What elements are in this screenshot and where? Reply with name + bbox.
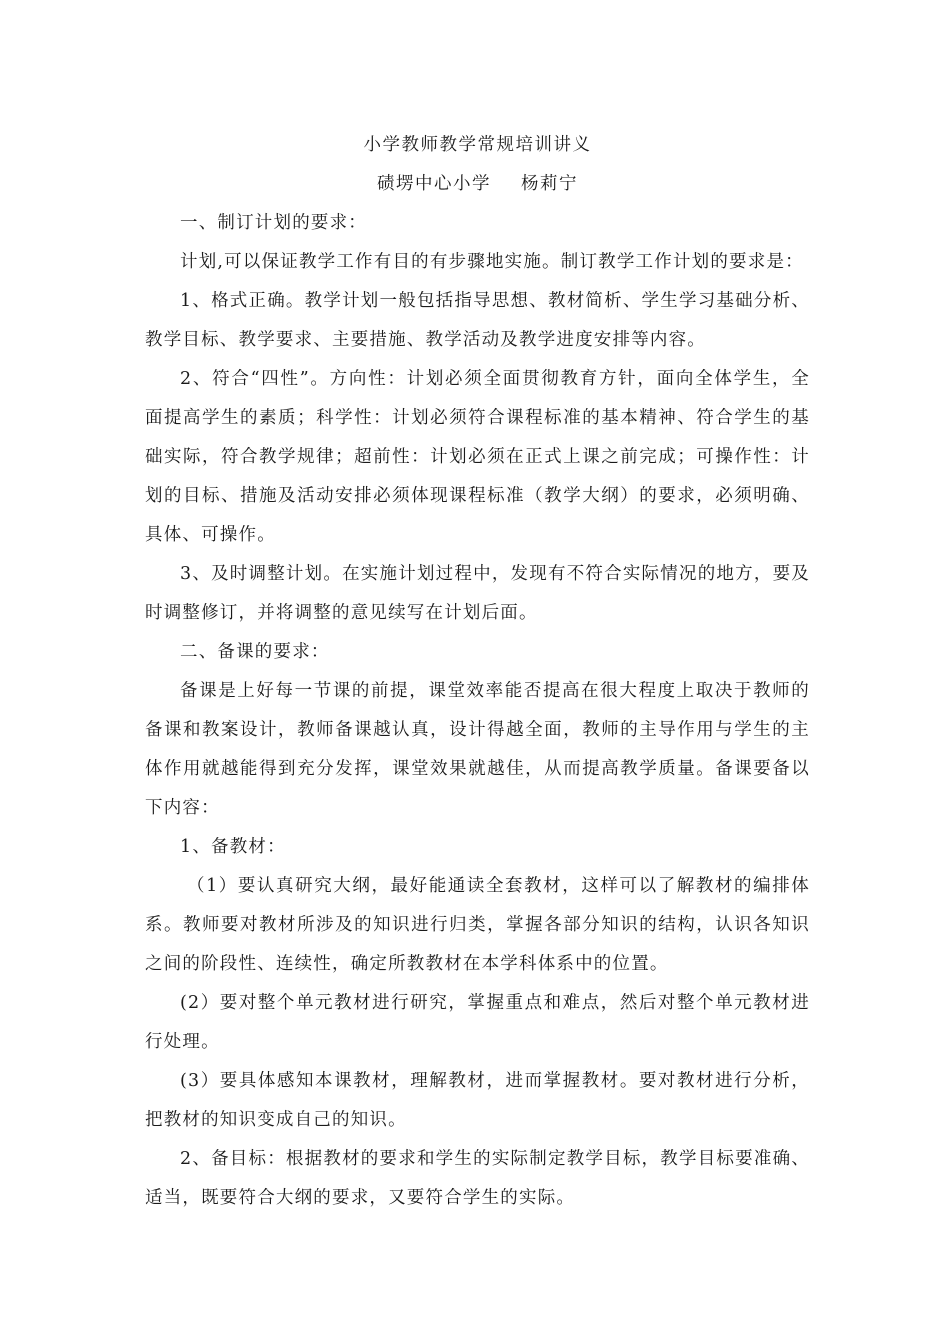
paragraph: 计划,可以保证教学工作有目的有步骤地实施。制订教学工作计划的要求是： bbox=[180, 252, 804, 272]
paragraph: (3）要具体感知本课教材，理解教材，进而掌握教材。要对教材进行分析，把教材的知识变成自己的知识。 bbox=[145, 1071, 810, 1130]
document-page bbox=[145, 128, 810, 1218]
author-name: 杨莉宁 bbox=[521, 174, 578, 194]
byline bbox=[145, 167, 810, 201]
paragraph: 2、备目标：根据教材的要求和学生的实际制定教学目标，教学目标要准确、适当，既要符合大纲的要求，又要符合学生的实际。 bbox=[145, 1149, 810, 1208]
document-title: 小学教师教学常规培训讲义 bbox=[363, 135, 592, 155]
paragraph: 2、符合“四性”。方向性：计划必须全面贯彻教育方针，面向全体学生，全面提高学生的素质；科学性：计划必须符合课程标准的基本精神、符合学生的基础实际，符合教学规律；超前性：计划必须在正式上课之前完成；可操作性：计划的目标、措施及活动安排必须体现课程标准（教学大纲）的要求，必须明确、具体、可操作。 bbox=[145, 369, 810, 545]
paragraph: 1、格式正确。教学计划一般包括指导思想、教材简析、学生学习基础分析、教学目标、教学要求、主要措施、教学活动及教学进度安排等内容。 bbox=[145, 291, 810, 350]
school-name: 碛塄中心小学 bbox=[377, 174, 491, 194]
paragraph: 备课是上好每一节课的前提，课堂效率能否提高在很大程度上取决于教师的备课和教案设计，教师备课越认真，设计得越全面，教师的主导作用与学生的主体作用就越能得到充分发挥，课堂效果就越佳，从而提高教学质量。备课要备以下内容： bbox=[145, 681, 810, 818]
paragraph: (2）要对整个单元教材进行研究，掌握重点和难点，然后对整个单元教材进行处理。 bbox=[145, 993, 810, 1052]
subheading-prepare-materials: 1、备教材： bbox=[180, 837, 286, 857]
heading-lesson-prep-requirements: 二、备课的要求： bbox=[180, 642, 330, 662]
heading-plan-requirements: 一、制订计划的要求： bbox=[180, 213, 367, 233]
paragraph: 3、及时调整计划。在实施计划过程中，发现有不符合实际情况的地方，要及时调整修订，并将调整的意见续写在计划后面。 bbox=[145, 564, 810, 623]
paragraph: （1）要认真研究大纲，最好能通读全套教材，这样可以了解教材的编排体系。教师要对教材所涉及的知识进行归类，掌握各部分知识的结构，认识各知识之间的阶段性、连续性，确定所教教材在本学科体系中的位置。 bbox=[145, 876, 810, 974]
